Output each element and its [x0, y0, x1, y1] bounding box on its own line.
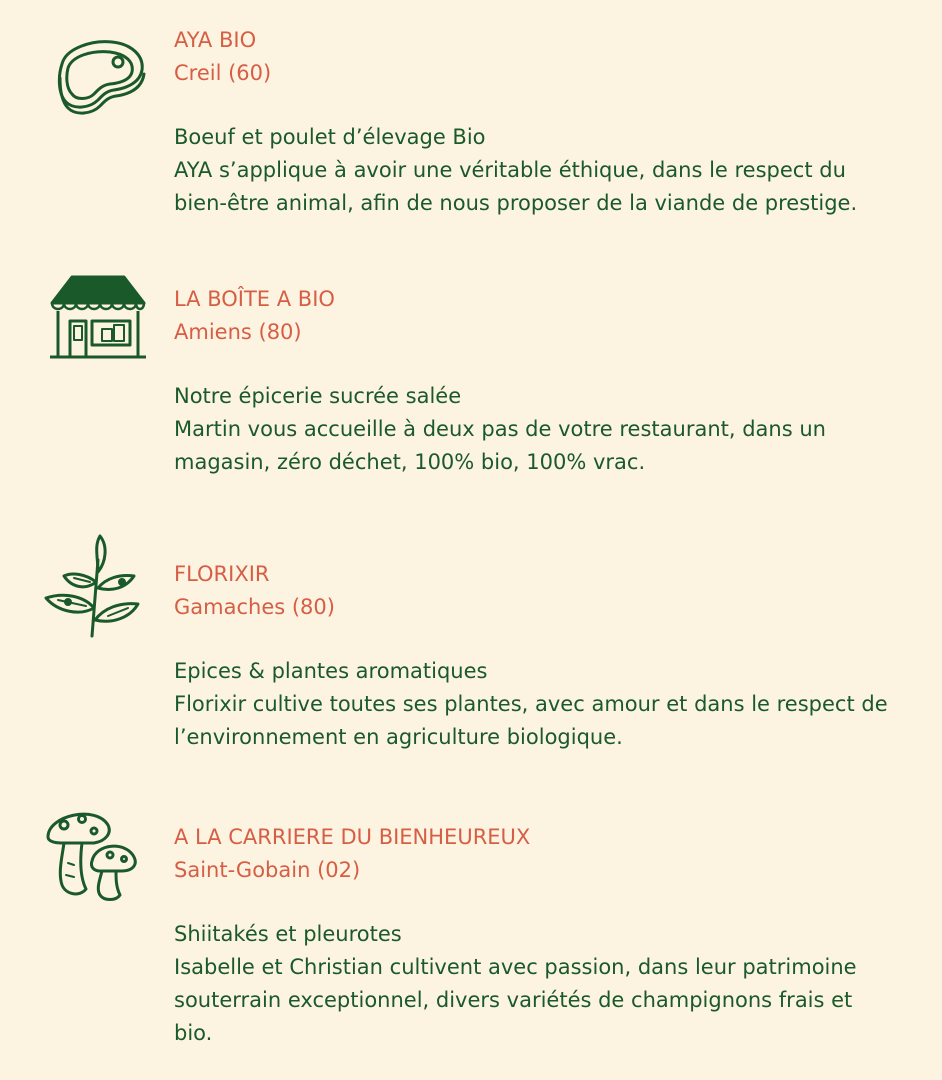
supplier-tagline: Shiitakés et pleurotes — [174, 922, 402, 946]
supplier-description: Martin vous accueille à deux pas de votre restaurant, dans un magasin, zéro déchet, 100% bio, 100% vrac. — [174, 417, 826, 474]
supplier-tagline: Notre épicerie sucrée salée — [174, 384, 462, 408]
supplier-name: A LA CARRIERE DU BIENHEUREUX — [174, 825, 531, 849]
supplier-description: Florixir cultive toutes ses plantes, avec amour et dans le respect de l’environnement en agriculture biologique. — [174, 692, 888, 749]
supplier-city: Gamaches (80) — [174, 595, 335, 619]
shop-storefront-icon — [44, 273, 152, 381]
supplier-city: Amiens (80) — [174, 320, 302, 344]
supplier-name: LA BOÎTE A BIO — [174, 287, 335, 311]
supplier-tagline: Boeuf et poulet d’élevage Bio — [174, 125, 486, 149]
supplier-description: AYA s’applique à avoir une véritable éthique, dans le respect du bien-être animal, afin de nous proposer de la viande de prestige. — [174, 158, 858, 215]
supplier-name: FLORIXIR — [174, 562, 270, 586]
mushroom-icon — [44, 807, 152, 915]
supplier-tagline: Epices & plantes aromatiques — [174, 659, 488, 683]
supplier-city: Creil (60) — [174, 61, 272, 85]
meat-steak-icon — [44, 26, 152, 134]
supplier-description: Isabelle et Christian cultivent avec passion, dans leur patrimoine souterrain exceptionnel, divers variétés de champignons frais et bio. — [174, 955, 857, 1045]
supplier-city: Saint-Gobain (02) — [174, 858, 361, 882]
supplier-name: AYA BIO — [174, 28, 257, 52]
herb-plant-icon — [44, 532, 152, 640]
